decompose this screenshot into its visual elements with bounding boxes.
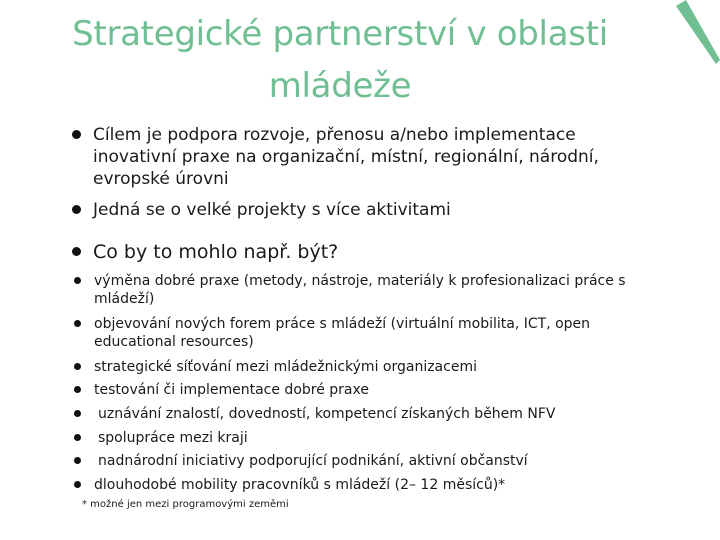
question-text: Co by to mohlo např. být? [93, 241, 339, 263]
footnote: * možné jen mezi programovými zeměmi [82, 499, 289, 510]
bullet-dot-icon [72, 130, 81, 139]
example-line: strategické síťování mezi mládežnickými organizacemi [94, 359, 477, 375]
bullet-dot-icon [74, 277, 81, 284]
bullet-dot-icon [74, 457, 81, 464]
example-line: educational resources) [94, 334, 254, 350]
intro-item-line: evropské úrovni [93, 169, 229, 189]
bullet-dot-icon [72, 247, 81, 256]
bullet-dot-icon [74, 320, 81, 327]
title-line-2: mládeže [268, 66, 412, 106]
brand-logo-icon [672, 0, 720, 66]
slide-title [40, 8, 640, 112]
example-line: uznávání znalostí, dovedností, kompetencí získaných během NFV [98, 406, 556, 422]
example-line: dlouhodobé mobility pracovníků s mládeží (2– 12 měsíců)* [94, 477, 506, 493]
example-line: výměna dobré praxe (metody, nástroje, materiály k profesionalizaci práce s [94, 273, 626, 289]
intro-item-line: Jedná se o velké projekty s více aktivitami [93, 200, 451, 220]
bullet-dot-icon [74, 434, 81, 441]
bullet-dot-icon [74, 363, 81, 370]
bullet-dot-icon [74, 386, 81, 393]
example-line: spolupráce mezi kraji [98, 430, 248, 446]
example-line: nadnárodní iniciativy podporující podnikání, aktivní občanství [98, 453, 528, 469]
bullet-dot-icon [74, 481, 81, 488]
title-line-1: Strategické partnerství v oblasti [72, 14, 608, 54]
intro-item-line: inovativní praxe na organizační, místní, regionální, národní, [93, 147, 599, 167]
bullet-dot-icon [74, 410, 81, 417]
example-line: testování či implementace dobré praxe [94, 382, 369, 398]
example-line: mládeží) [94, 291, 155, 307]
intro-item-line: Cílem je podpora rozvoje, přenosu a/nebo implementace [93, 125, 576, 145]
bullet-dot-icon [72, 205, 81, 214]
example-line: objevování nových forem práce s mládeží (virtuální mobilita, ICT, open [94, 316, 591, 332]
